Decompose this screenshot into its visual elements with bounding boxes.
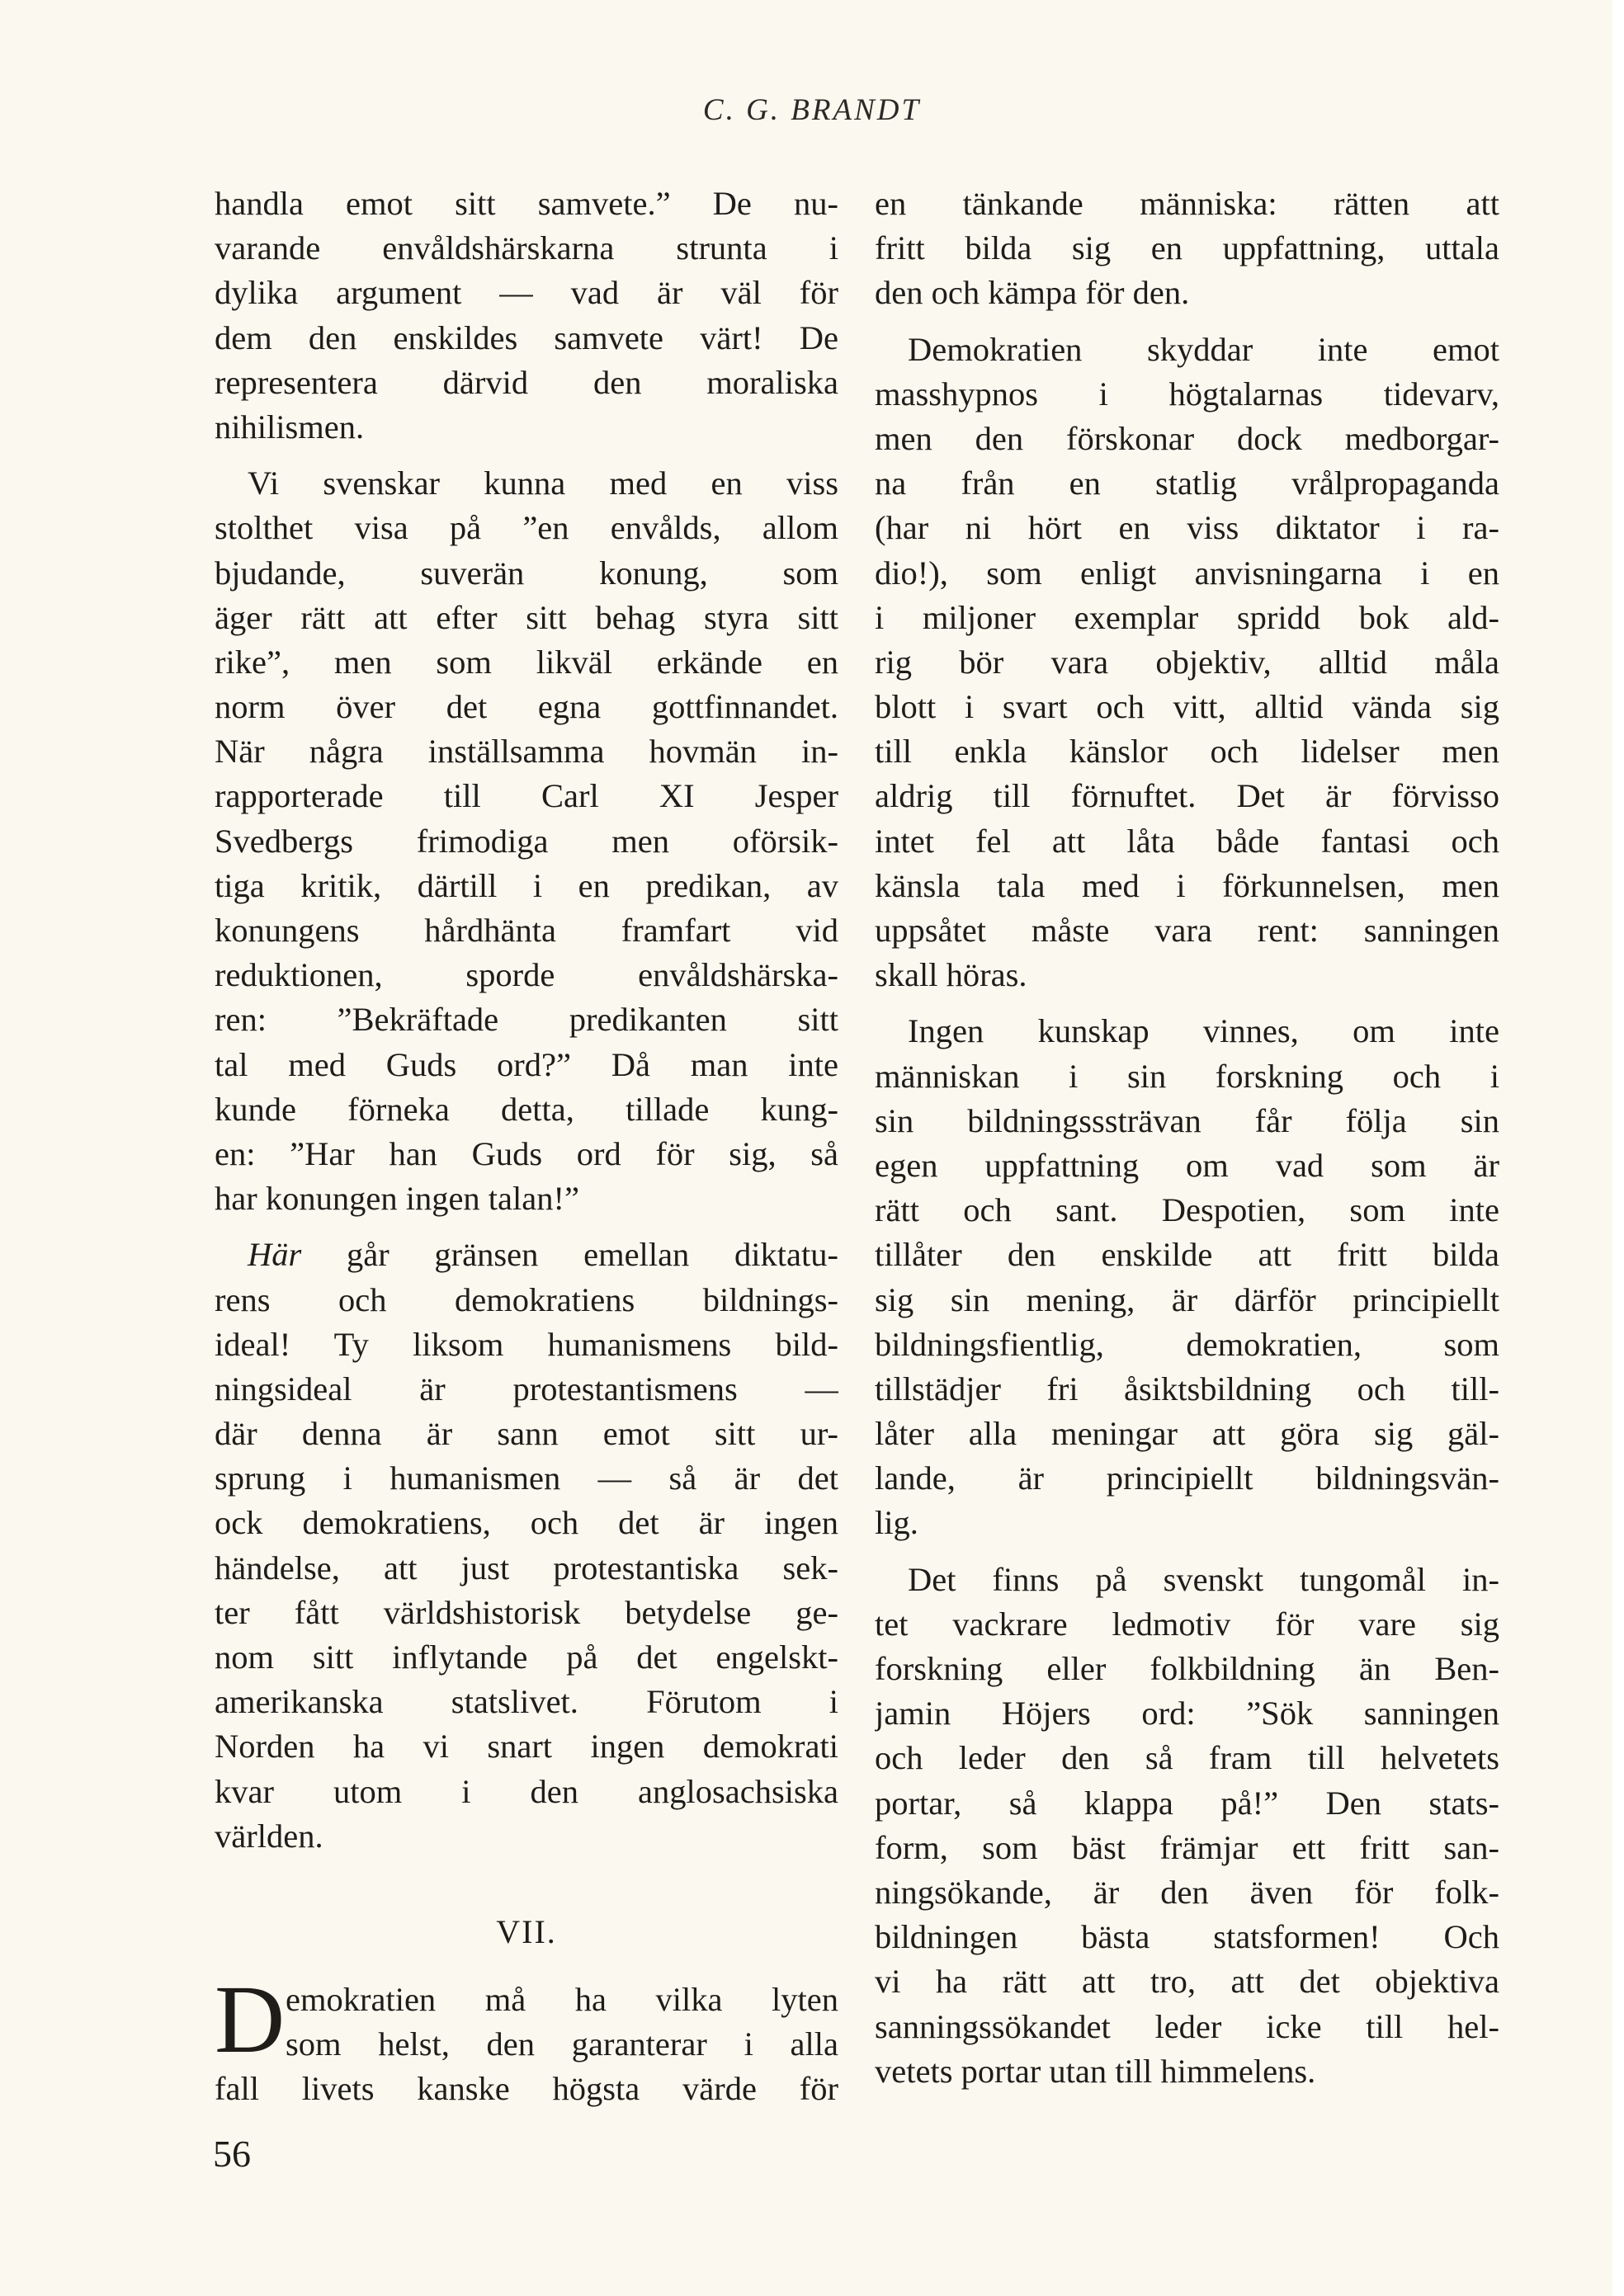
text-line: Ingen kunskap vinnes, om inte bbox=[908, 1012, 1499, 1050]
paragraph bbox=[215, 461, 838, 1221]
text-line: känsla tala med i förkunnelsen, men bbox=[875, 866, 1499, 904]
text-line: som helst, den garanterar i alla bbox=[286, 2025, 838, 2063]
text-line: bildningen bästa statsformen! Och bbox=[875, 1918, 1499, 1956]
text-line: men den förskonar dock medborgar- bbox=[875, 419, 1499, 457]
text-line: nihilismen. bbox=[215, 408, 365, 446]
paragraph bbox=[875, 182, 1499, 316]
text-line: Norden ha vi snart ingen demokrati bbox=[215, 1728, 838, 1766]
paragraph bbox=[875, 1009, 1499, 1545]
text-line: ock demokratiens, och det är ingen bbox=[215, 1504, 838, 1542]
right-column bbox=[875, 182, 1499, 2094]
text-line: där denna är sann emot sitt ur- bbox=[215, 1415, 838, 1453]
text-line: Här går gränsen emellan diktatu- bbox=[248, 1236, 838, 1274]
text-line: Det finns på svenskt tungomål in- bbox=[908, 1560, 1499, 1598]
text-line: en tänkande människa: rätten att bbox=[875, 185, 1499, 222]
text-line: varande envåldshärskarna strunta i bbox=[215, 229, 838, 267]
text-line: dylika argument — vad är väl för bbox=[215, 274, 838, 312]
text-line: emokratien må ha vilka lyten bbox=[286, 1980, 838, 2018]
text-line: har konungen ingen talan!” bbox=[215, 1180, 579, 1218]
text-line: nom sitt inflytande på det engelskt- bbox=[215, 1638, 838, 1676]
text-line: bjudande, suverän konung, som bbox=[215, 554, 838, 592]
text-line: na från en statlig vrålpropaganda bbox=[875, 464, 1499, 502]
drop-cap: D bbox=[215, 1964, 286, 2073]
page-edge bbox=[1612, 0, 1624, 2296]
text-line: När några inställsamma hovmän in- bbox=[215, 733, 838, 771]
text-line: handla emot sitt samvete.” De nu- bbox=[215, 185, 838, 222]
text-line: människan i sin forskning och i bbox=[875, 1057, 1499, 1095]
paragraph bbox=[215, 182, 838, 450]
left-column bbox=[215, 182, 838, 2112]
text-line: aldrig till förnuftet. Det är förvisso bbox=[875, 777, 1499, 815]
text-line: egen uppfattning om vad som är bbox=[875, 1146, 1499, 1184]
text-line: stolthet visa på ”en envålds, allom bbox=[215, 509, 838, 547]
paragraph bbox=[875, 1558, 1499, 2094]
text-line: uppsåtet måste vara rent: sanningen bbox=[875, 912, 1499, 949]
paragraph bbox=[215, 1964, 838, 2112]
text-line: bildningsfientlig, demokratien, som bbox=[875, 1325, 1499, 1363]
text-line: reduktionen, sporde envåldshärska- bbox=[215, 956, 838, 994]
text-line: den och kämpa för den. bbox=[875, 274, 1190, 312]
text-line: form, som bäst främjar ett fritt san- bbox=[875, 1828, 1499, 1866]
text-line: fall livets kanske högsta värde för bbox=[215, 2070, 838, 2108]
text-line: rätt och sant. Despotien, som inte bbox=[875, 1191, 1499, 1229]
text-line: fritt bilda sig en uppfattning, uttala bbox=[875, 229, 1499, 267]
text-line: Vi svenskar kunna med en viss bbox=[248, 464, 838, 502]
text-line: rig bör vara objektiv, alltid måla bbox=[875, 643, 1499, 681]
text-line: masshypnos i högtalarnas tidevarv, bbox=[875, 375, 1499, 413]
text-line: sanningssökandet leder icke till hel- bbox=[875, 2007, 1499, 2045]
text-line: kvar utom i den anglosachsiska bbox=[215, 1772, 838, 1810]
text-line: rapporterade till Carl XI Jesper bbox=[215, 777, 838, 815]
text-line: och leder den så fram till helvetets bbox=[875, 1739, 1499, 1777]
page-number: 56 bbox=[213, 2133, 251, 2175]
text-line: tet vackrare ledmotiv för vare sig bbox=[875, 1605, 1499, 1643]
text-line: vetets portar utan till himmelens. bbox=[875, 2052, 1316, 2090]
text-line: ningsökande, är den även för folk- bbox=[875, 1873, 1499, 1911]
text-line: lig. bbox=[875, 1504, 918, 1542]
text-line: ter fått världshistorisk betydelse ge- bbox=[215, 1593, 838, 1631]
text-line: kunde förneka detta, tillade kung- bbox=[215, 1090, 838, 1128]
emphasis: Här bbox=[248, 1236, 302, 1274]
text-line: sprung i humanismen — så är det bbox=[215, 1459, 838, 1497]
text-line: rike”, men som likväl erkände en bbox=[215, 643, 838, 681]
text-line: blott i svart och vitt, alltid vända sig bbox=[875, 688, 1499, 726]
text-line: äger rätt att efter sitt behag styra sitt bbox=[215, 598, 838, 636]
text-line: representera därvid den moraliska bbox=[215, 363, 838, 401]
text-line: lande, är principiellt bildningsvän- bbox=[875, 1459, 1499, 1497]
text-line: norm över det egna gottfinnandet. bbox=[215, 688, 838, 726]
text-line: världen. bbox=[215, 1817, 323, 1855]
running-head: C. G. BRANDT bbox=[702, 93, 922, 127]
paragraph bbox=[875, 328, 1499, 998]
text-line: dem den enskildes samvete värt! De bbox=[215, 318, 838, 356]
text-line: intet fel att låta både fantasi och bbox=[875, 822, 1499, 860]
text-line: en: ”Har han Guds ord för sig, så bbox=[215, 1134, 838, 1172]
text-line: (har ni hört en viss diktator i ra- bbox=[875, 509, 1499, 547]
section-heading: VII. bbox=[496, 1912, 557, 1950]
text-line: till enkla känslor och lidelser men bbox=[875, 733, 1499, 771]
text-line: rens och demokratiens bildnings- bbox=[215, 1280, 838, 1318]
text-line: låter alla meningar att göra sig gäl- bbox=[875, 1415, 1499, 1453]
text-line: händelse, att just protestantiska sek- bbox=[215, 1549, 838, 1586]
text-line: dio!), som enligt anvisningarna i en bbox=[875, 554, 1499, 592]
text-line: amerikanska statslivet. Förutom i bbox=[215, 1683, 838, 1721]
paragraph bbox=[215, 1233, 838, 1859]
text-line: jamin Höjers ord: ”Sök sanningen bbox=[875, 1695, 1499, 1733]
text-line: ideal! Ty liksom humanismens bild- bbox=[215, 1325, 838, 1363]
text-line: konungens hårdhänta framfart vid bbox=[215, 912, 838, 949]
text-line: skall höras. bbox=[875, 956, 1027, 994]
text-line: tiga kritik, därtill i en predikan, av bbox=[215, 866, 838, 904]
text-line: sig sin mening, är därför principiellt bbox=[875, 1280, 1499, 1318]
text-line: i miljoner exemplar spridd bok ald- bbox=[875, 598, 1499, 636]
text-line: ren: ”Bekräftade predikanten sitt bbox=[215, 1001, 838, 1039]
text-line: Svedbergs frimodiga men oförsik- bbox=[215, 822, 838, 860]
text-line: tillåter den enskilde att fritt bilda bbox=[875, 1236, 1499, 1274]
text-line: sin bildningsssträvan får följa sin bbox=[875, 1101, 1499, 1139]
text-line: forskning eller folkbildning än Ben- bbox=[875, 1650, 1499, 1687]
text-line: tal med Guds ord?” Då man inte bbox=[215, 1045, 838, 1083]
text-line: ningsideal är protestantismens — bbox=[215, 1370, 838, 1407]
text-line: Demokratien skyddar inte emot bbox=[908, 330, 1499, 368]
text-line: portar, så klappa på!” Den stats- bbox=[875, 1784, 1499, 1822]
text-line: vi ha rätt att tro, att det objektiva bbox=[875, 1963, 1499, 2001]
text-line: tillstädjer fri åsiktsbildning och till- bbox=[875, 1370, 1499, 1407]
